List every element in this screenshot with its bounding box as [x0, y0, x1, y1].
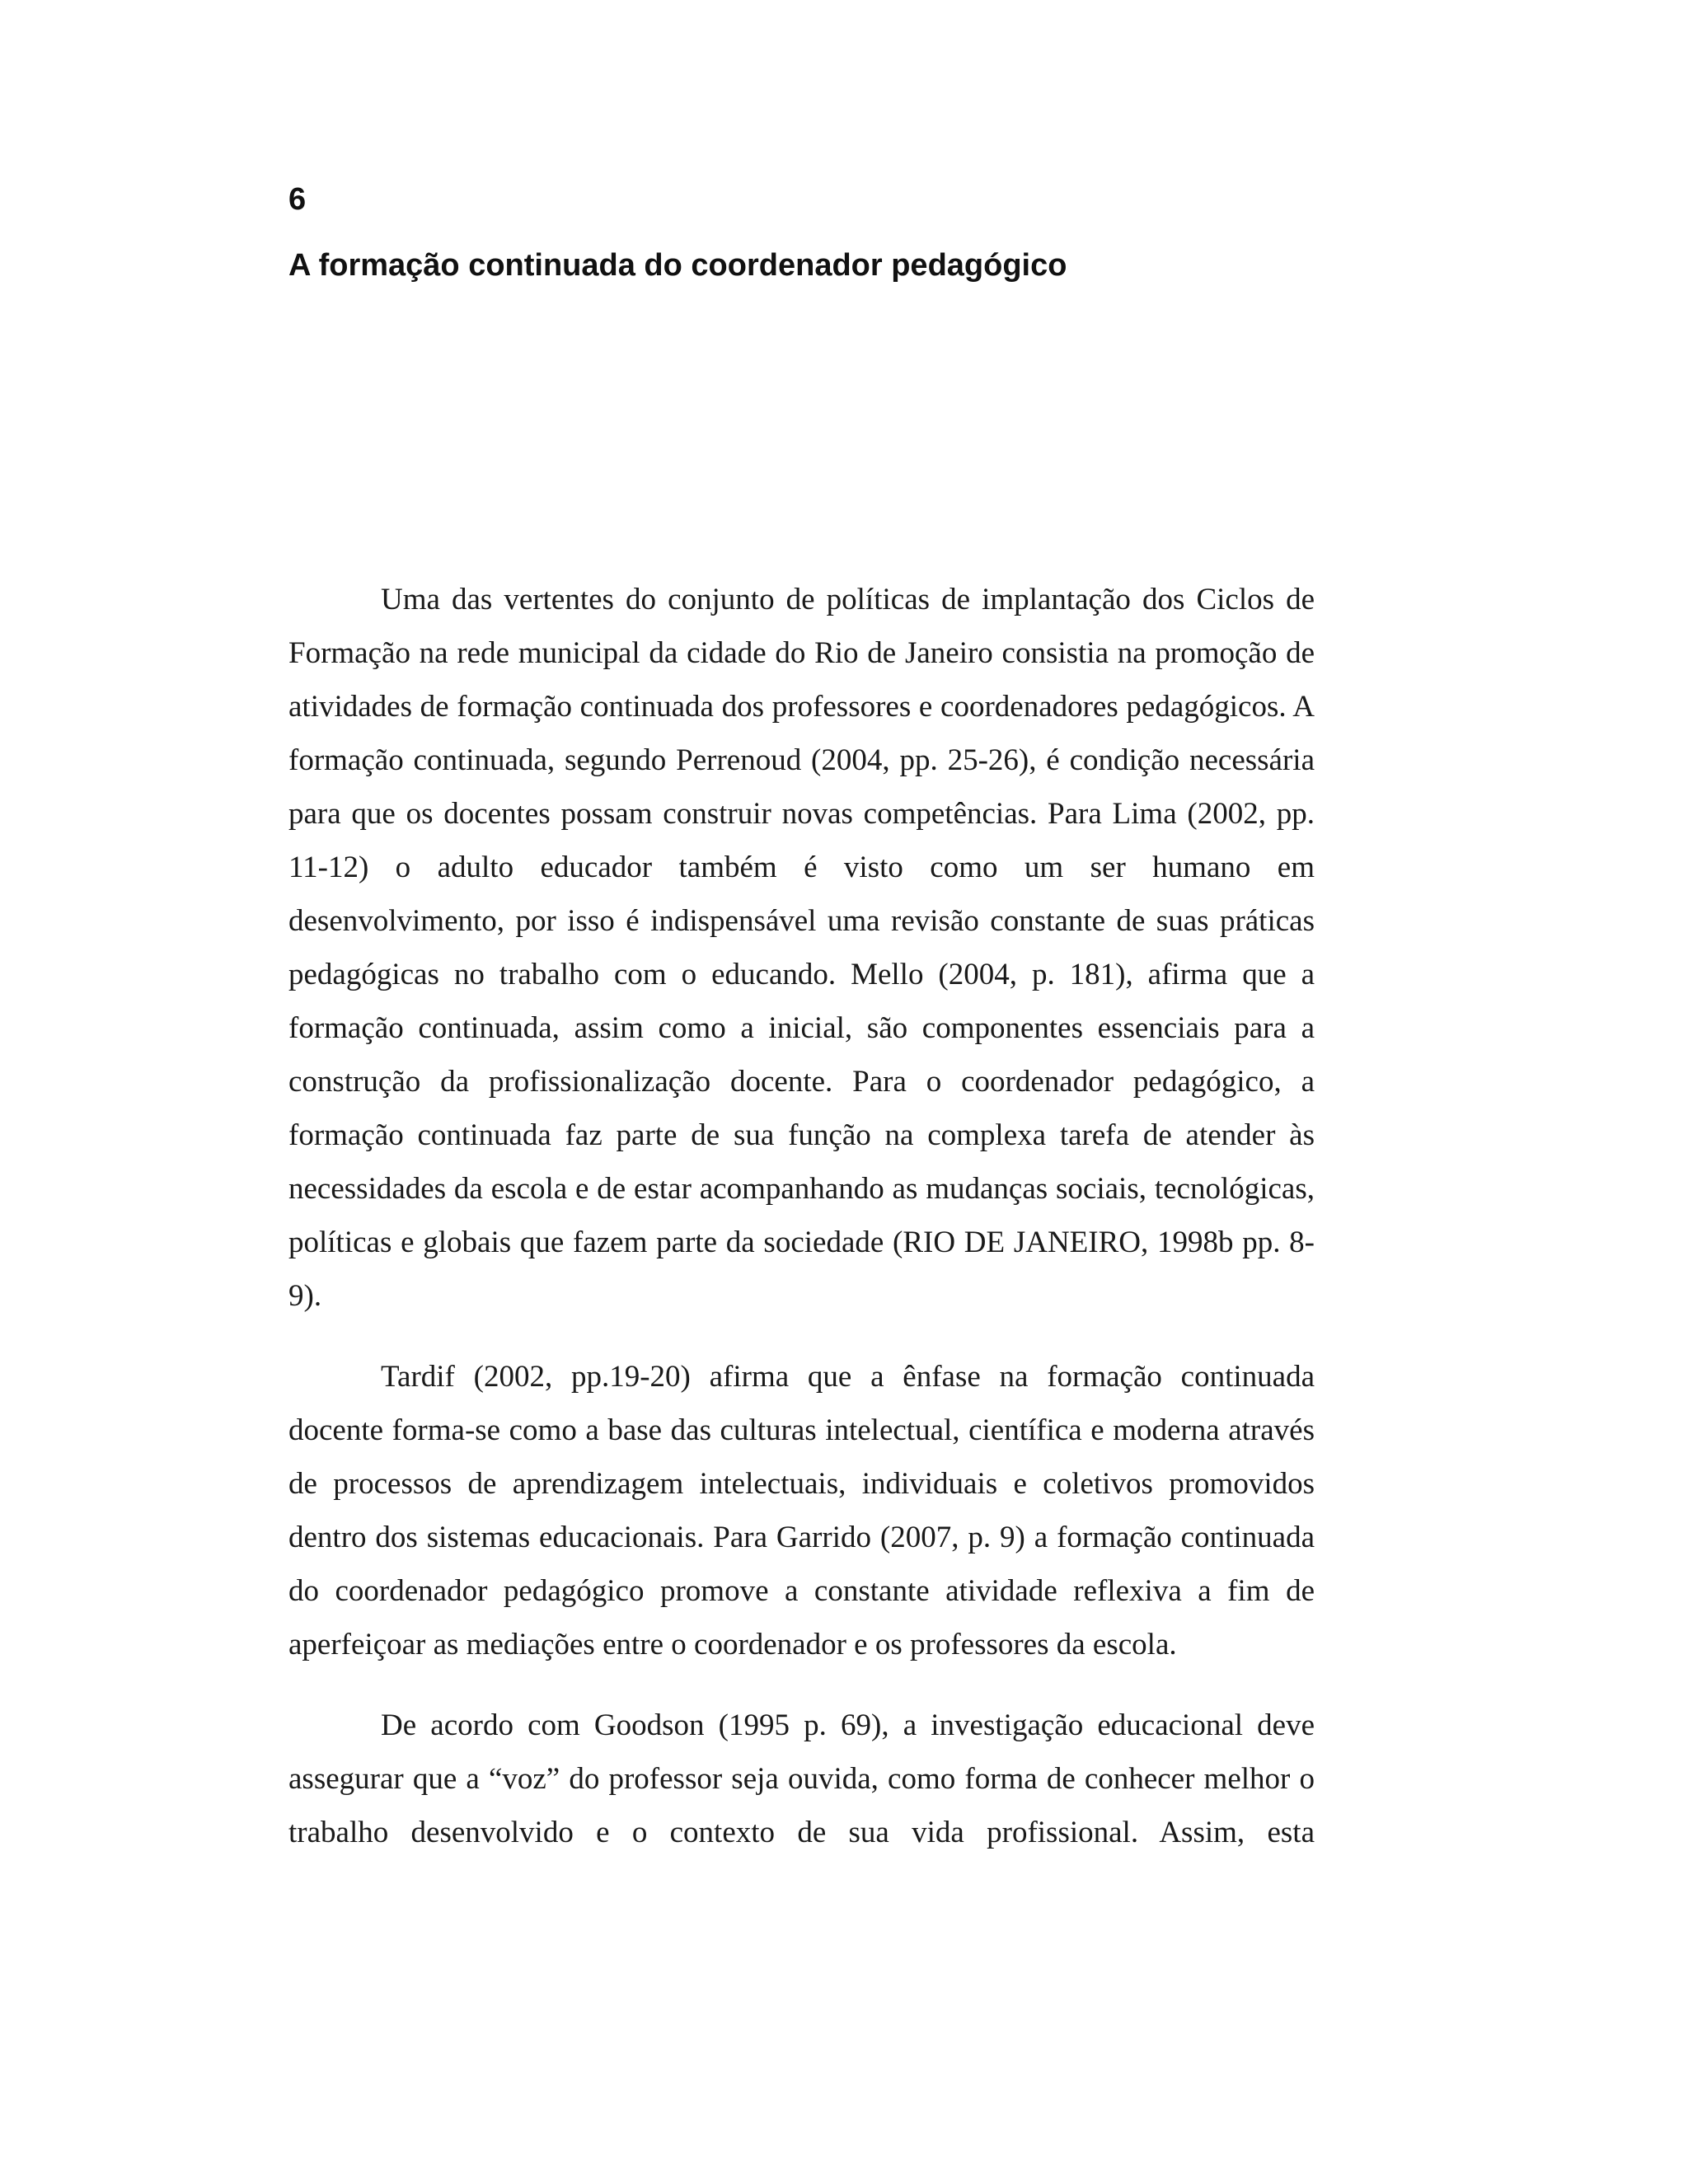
body-text: [288, 573, 1315, 1886]
chapter-title: A formação continuada do coordenador pedagógico: [288, 248, 1067, 283]
paragraph: De acordo com Goodson (1995 p. 69), a investigação educacional deve assegurar que a “voz” do professor seja ouvida, como forma de conhecer melhor o trabalho desenvolvido e o contexto de sua vida profissional. Assim, esta: [288, 1708, 1315, 1849]
chapter-number: 6: [288, 182, 307, 217]
paragraph: Tardif (2002, pp.19-20) afirma que a ênfase na formação continuada docente forma-se como a base das culturas intelectual, científica e moderna através de processos de aprendizagem intelectuais, individuais e coletivos promovidos dentro dos sistemas educacionais. Para Garrido (2007, p. 9) a formação continuada do coordenador pedagógico promove a constante atividade reflexiva a fim de aperfeiçoar as mediações entre o coordenador e os professores da escola.: [288, 1360, 1315, 1661]
paragraph: Uma das vertentes do conjunto de políticas de implantação dos Ciclos de Formação na rede municipal da cidade do Rio de Janeiro consistia na promoção de atividades de formação continuada dos professores e coordenadores pedagógicos. A formação continuada, segundo Perrenoud (2004, pp. 25-26), é condição necessária para que os docentes possam construir novas competências. Para Lima (2002, pp. 11-12) o adulto educador também é visto como um ser humano em desenvolvimento, por isso é indispensável uma revisão constante de suas práticas pedagógicas no trabalho com o educando. Mello (2004, p. 181), afirma que a formação continuada, assim como a inicial, são componentes essenciais para a construção da profissionalização docente. Para o coordenador pedagógico, a formação continuada faz parte de sua função na complexa tarefa de atender às necessidades da escola e de estar acompanhando as mudanças sociais, tecnológicas, políticas e globais que fazem parte da sociedade (RIO DE JANEIRO, 1998b pp. 8-9).: [288, 583, 1315, 1313]
